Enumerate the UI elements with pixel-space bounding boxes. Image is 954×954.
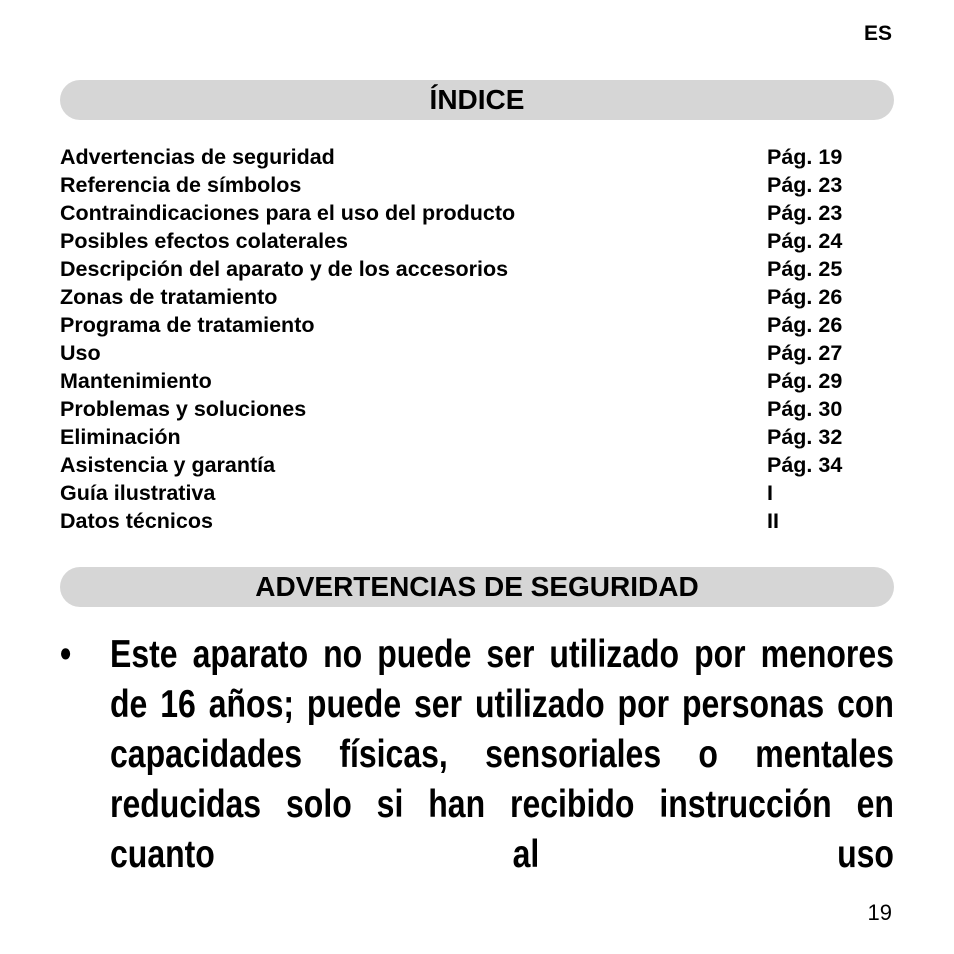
toc-entry-title: Programa de tratamiento [60,313,315,337]
toc-entry-title: Referencia de símbolos [60,173,302,197]
toc-entry-page: Pág. 23 [767,173,843,197]
toc-entry [60,479,894,507]
toc-entry-page: Pág. 30 [767,397,843,421]
toc-entry [60,199,894,227]
language-code: ES [863,22,892,45]
toc-entry-page: Pág. 26 [767,313,843,337]
toc-entry-title: Advertencias de seguridad [60,145,335,169]
toc-entry-title: Zonas de tratamiento [60,285,278,309]
toc-entry-page: Pág. 32 [767,425,843,449]
toc-entry [60,395,894,423]
toc-entry-title: Contraindicaciones para el uso del producto [60,201,516,225]
toc-entry-title: Mantenimiento [60,369,212,393]
toc-entry-title: Eliminación [60,425,181,449]
toc-entry [60,171,894,199]
index-heading: ÍNDICE [60,80,894,120]
bullet-icon: • [60,633,72,676]
toc-entry-page: Pág. 19 [767,145,843,169]
safety-warning-text: Este aparato no puede ser utilizado por menores de 16 años; puede ser utilizado por personas con capacidades físicas, sensoriales o mentales reducidas solo si han recibido instrucción en cuanto al uso [110,633,894,876]
table-of-contents [60,143,894,535]
toc-entry [60,367,894,395]
toc-entry [60,311,894,339]
safety-warnings-heading: ADVERTENCIAS DE SEGURIDAD [60,567,894,607]
toc-entry-title: Posibles efectos colaterales [60,229,349,253]
toc-entry-page: Pág. 34 [767,453,843,477]
toc-entry-title: Problemas y soluciones [60,397,307,421]
page-number: 19 [867,900,892,925]
toc-entry [60,451,894,479]
toc-entry [60,423,894,451]
toc-entry [60,283,894,311]
toc-entry-page: Pág. 29 [767,369,843,393]
toc-entry-page: Pág. 26 [767,285,843,309]
toc-entry-page: II [767,509,779,533]
toc-entry [60,339,894,367]
toc-entry-page: Pág. 23 [767,201,843,225]
toc-entry-page: Pág. 27 [767,341,843,365]
toc-entry [60,507,894,535]
toc-entry-title: Guía ilustrativa [60,481,216,505]
toc-entry [60,143,894,171]
toc-entry [60,227,894,255]
toc-entry-title: Asistencia y garantía [60,453,276,477]
toc-entry-page: Pág. 25 [767,257,843,281]
toc-entry-title: Descripción del aparato y de los accesorios [60,257,509,281]
safety-warning-item [60,630,894,890]
toc-entry [60,255,894,283]
toc-entry-title: Datos técnicos [60,509,213,533]
toc-entry-page: I [767,481,773,505]
toc-entry-title: Uso [60,341,101,365]
toc-entry-page: Pág. 24 [767,229,843,253]
